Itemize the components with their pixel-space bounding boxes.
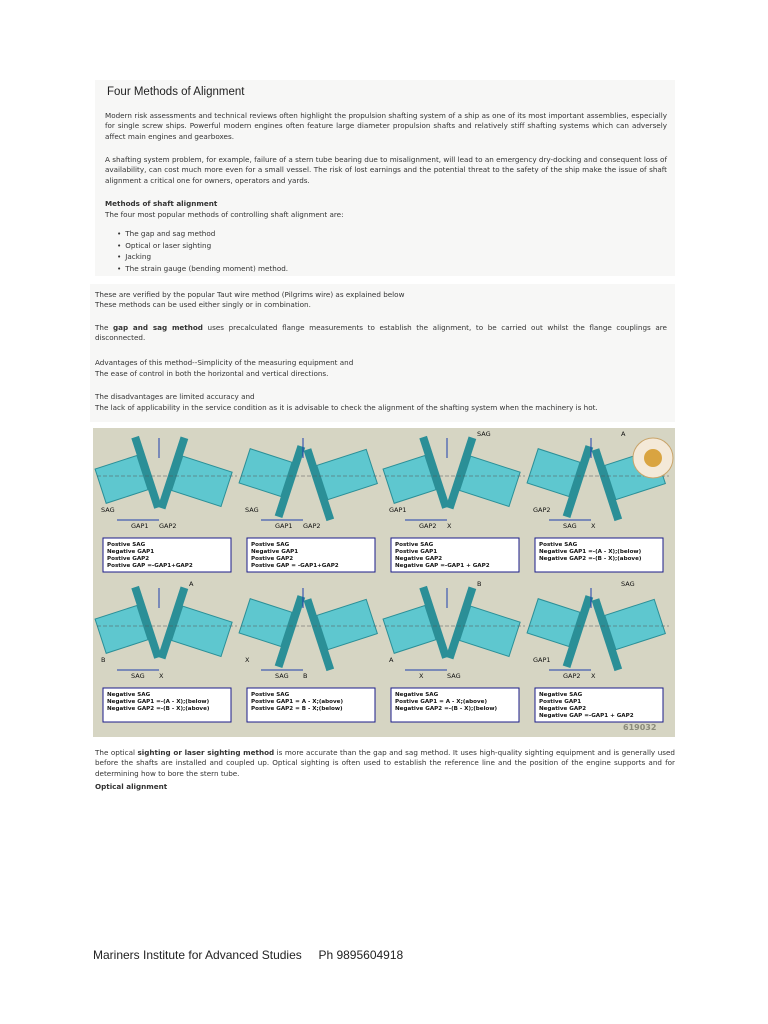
explanation-line: Negative GAP2: [395, 556, 443, 562]
explanation-line: Postive GAP2: [251, 556, 294, 562]
diagram-label: GAP1: [389, 506, 407, 514]
explanation-line: Negative GAP2 =-(B - X);(above): [107, 706, 210, 712]
diagram-label: GAP2: [419, 522, 437, 530]
gap-sag-diagram-svg: [93, 428, 675, 737]
diagram-panel: [377, 580, 525, 722]
diagram-panel: [93, 436, 238, 572]
optical-alignment-heading: Optical alignment: [95, 782, 168, 791]
diagram-label: GAP2: [159, 522, 177, 530]
right-shaft: [592, 582, 672, 671]
diagram-label: SAG: [131, 672, 145, 680]
explanation-line: Postive GAP1 = A - X;(above): [395, 699, 488, 705]
right-shaft: [304, 432, 384, 521]
explanation-line: Postive GAP =-GAP1+GAP2: [107, 563, 193, 569]
footer-contact: Mariners Institute for Advanced Studies Ph 9895604918: [93, 948, 404, 962]
methods-subheading: Methods of shaft alignment: [105, 199, 218, 208]
diagram-label: GAP1: [131, 522, 149, 530]
right-shaft: [158, 587, 238, 676]
diagram-panel: [377, 430, 525, 572]
logo-center: [644, 449, 662, 467]
intro-paragraph-2: A shafting system problem, for example, failure of a stern tube bearing due to misalignment, will lead to an emergency dry-docking and consequent loss of availability, can cost much more even for a small vessel. The risk of lost earnings and the potential threat to the safety of the ship make the issue of shaft alignment a critical one for owners, operators and yards.: [105, 155, 667, 185]
explanation-line: Negative SAG: [107, 692, 151, 698]
right-shaft: [304, 582, 384, 671]
diagram-label: SAG: [621, 580, 635, 588]
diagram-label: B: [101, 656, 106, 664]
right-shaft: [446, 437, 526, 526]
explanation-line: Negative GAP1: [107, 549, 155, 555]
explanation-line: Postive GAP1 = A - X;(above): [251, 699, 344, 705]
diagram-label: GAP2: [303, 522, 321, 530]
explanation-line: Postive SAG: [539, 542, 578, 548]
shaft-body: [317, 449, 378, 499]
shaft-body: [317, 599, 378, 649]
diagram-label: SAG: [563, 522, 577, 530]
list-item: • Jacking: [117, 251, 288, 263]
diagram-label: SAG: [477, 430, 491, 438]
diagram-label: A: [389, 656, 394, 664]
optical-sighting-paragraph: The optical sighting or laser sighting method is more accurate than the gap and sag method. It uses high-quality sighting equipment and is generally used before the shafts are installed and coupled up. Optical sighting is often used to establish the reference line and the position of the engine supports and for determining how to bore the stern tube.: [95, 748, 675, 778]
explanation-line: Negative GAP1 =-(A - X);(below): [539, 549, 642, 555]
diagram-panel: [233, 582, 384, 722]
left-shaft: [233, 432, 305, 518]
list-item: • The strain gauge (bending moment) method.: [117, 263, 288, 275]
diagram-label: X: [591, 522, 596, 530]
methods-intro: The four most popular methods of controlling shaft alignment are:: [105, 210, 344, 219]
shaft-body: [605, 599, 666, 649]
diagram-label: X: [591, 672, 596, 680]
diagram-label: X: [159, 672, 164, 680]
explanation-line: Negative SAG: [539, 692, 583, 698]
diagram-panel: [521, 580, 672, 722]
combination-line: These methods can be used either singly or in combination.: [95, 300, 311, 309]
diagram-label: SAG: [275, 672, 289, 680]
diagram-label: GAP2: [533, 506, 551, 514]
diagram-label: SAG: [245, 506, 259, 514]
diagram-reference: 619032: [623, 723, 657, 732]
taut-wire-line: These are verified by the popular Taut wire method (Pilgrims wire) as explained below: [95, 290, 405, 299]
shaft-body: [460, 456, 521, 506]
gap-sag-paragraph: The gap and sag method uses precalculated flange measurements to establish the alignment, to be carried out whilst the flange couplings are disconnected.: [95, 323, 667, 343]
gap-sag-term: gap and sag method: [112, 323, 203, 332]
explanation-line: Postive GAP = -GAP1+GAP2: [251, 563, 339, 569]
explanation-line: Negative GAP2: [539, 706, 587, 712]
diagram-label: SAG: [101, 506, 115, 514]
diagram-label: X: [447, 522, 452, 530]
diagram-label: B: [477, 580, 482, 588]
diagram-panel: [93, 580, 238, 722]
left-shaft: [521, 582, 593, 668]
diagram-label: X: [419, 672, 424, 680]
explanation-line: Negative GAP1 =-(A - X);(below): [107, 699, 210, 705]
intro-section: [95, 80, 675, 276]
diagram-label: SAG: [447, 672, 461, 680]
methods-list: [117, 228, 288, 274]
explanation-line: Postive SAG: [107, 542, 146, 548]
gap-sag-section: [90, 284, 675, 422]
diagram-label: GAP2: [563, 672, 581, 680]
list-item: • Optical or laser sighting: [117, 240, 288, 252]
explanation-line: Negative SAG: [395, 692, 439, 698]
left-shaft: [521, 432, 593, 518]
disadvantages-line-1: The disadvantages are limited accuracy and: [95, 392, 255, 401]
diagram-panel: [233, 432, 384, 572]
gap-sag-diagram: [93, 428, 675, 737]
explanation-line: Postive GAP2: [107, 556, 150, 562]
optical-sighting-term: sighting or laser sighting method: [137, 748, 275, 757]
explanation-line: Negative GAP2 =-(B - X);(below): [395, 706, 498, 712]
left-shaft: [233, 582, 305, 668]
shaft-body: [460, 606, 521, 656]
explanation-line: Postive GAP1: [539, 699, 582, 705]
diagram-label: X: [245, 656, 250, 664]
page-title: Four Methods of Alignment: [107, 86, 245, 98]
diagram-label: A: [621, 430, 626, 438]
advantages-line-1: Advantages of this method--Simplicity of the measuring equipment and: [95, 358, 354, 367]
explanation-line: Negative GAP =-GAP1 + GAP2: [539, 713, 634, 719]
diagram-label: GAP1: [533, 656, 551, 664]
shaft-body: [172, 606, 233, 656]
explanation-line: Negative GAP1: [251, 549, 299, 555]
shaft-body: [172, 456, 233, 506]
right-shaft: [158, 437, 238, 526]
diagram-label: B: [303, 672, 308, 680]
advantages-line-2: The ease of control in both the horizontal and vertical directions.: [95, 369, 329, 378]
explanation-line: Postive GAP1: [395, 549, 438, 555]
explanation-line: Postive SAG: [251, 542, 290, 548]
intro-paragraph-1: Modern risk assessments and technical reviews often highlight the propulsion shafting system of a ship as one of its most important assemblies, especially for single screw ships. Powerful modern engines often feature large diameter propulsion shafts and relatively stiff shafting systems which can adversely affect main engines and gearboxes.: [105, 111, 667, 141]
explanation-line: Negative GAP =-GAP1 + GAP2: [395, 563, 490, 569]
explanation-line: Postive SAG: [395, 542, 434, 548]
diagram-label: GAP1: [275, 522, 293, 530]
explanation-line: Postive GAP2 = B - X;(below): [251, 706, 343, 712]
diagram-label: A: [189, 580, 194, 588]
disadvantages-line-2: The lack of applicability in the service condition as it is advisable to check the alignment of the shafting system when the machinery is hot.: [95, 403, 598, 412]
right-shaft: [446, 587, 526, 676]
explanation-line: Postive SAG: [251, 692, 290, 698]
list-item: • The gap and sag method: [117, 228, 288, 240]
explanation-line: Negative GAP2 =-(B - X);(above): [539, 556, 642, 562]
